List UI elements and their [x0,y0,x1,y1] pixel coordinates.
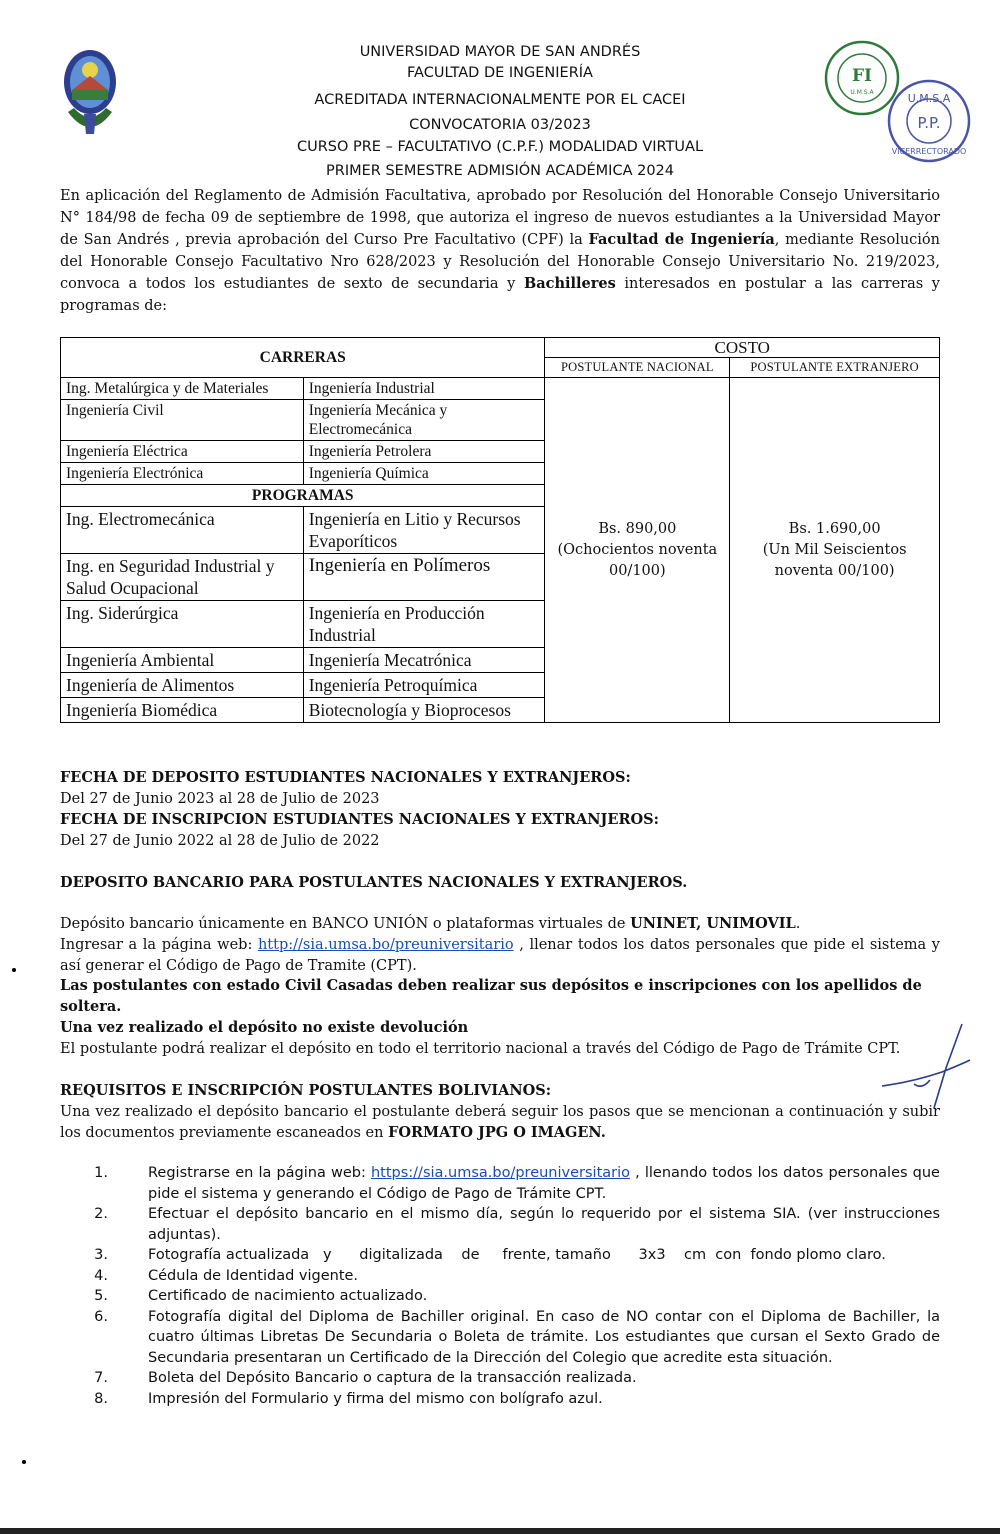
intro-bold-faculty: Facultad de Ingeniería [588,231,775,248]
header-convocatoria: CONVOCATORIA 03/2023 [409,117,591,133]
programa-cell: Ingeniería Mecatrónica [303,648,545,673]
fecha-inscripcion-dates: Del 27 de Junio 2022 al 28 de Julio de 2022 [60,833,380,849]
programa-cell: Biotecnología y Bioprocesos [303,698,545,723]
intro-bold-bachilleres: Bachilleres [523,275,616,292]
sia-register-link[interactable]: https://sia.umsa.bo/preuniversitario [370,1165,631,1181]
requisitos-intro [60,1102,940,1143]
programa-cell: Ingeniería en Litio y Recursos Evaporíticos [303,507,545,554]
col-extranjero-header: POSTULANTE EXTRANJERO [730,358,940,378]
carreras-table [60,337,940,723]
fecha-deposito-dates: Del 27 de Junio 2023 al 28 de Julio de 2023 [60,791,380,807]
carrera-cell: Ingeniería Industrial [303,378,545,400]
list-item [88,1163,940,1204]
list-item [88,1389,940,1410]
programa-cell: Ing. en Seguridad Industrial y Salud Ocupacional [61,554,304,601]
item-text: Fotografía digital del Diploma de Bachiller original. En caso de NO contar con el Diploma de Bachiller, la cuatro últimas Libretas De Secundaria o Boleta de trámite. Los estudiantes que cursan el Sexto Grado de Secundaria presentaran un Certificado de la Dirección del Colegio que acredite esta situación. [148,1308,940,1366]
requisitos-intro-text: Una vez realizado el depósito bancario el postulante deberá seguir los pasos que se mencionan a continuación y subir los documentos previamente escaneados en [60,1104,940,1141]
item-text: Impresión del Formulario y firma del mismo con bolígrafo azul. [148,1390,603,1407]
stamp-fi-text: FI [851,66,873,86]
intro-text-2: , mediante Resolución del Honorable Consejo Facultativo Nro 628/2023 y Resolución del Honorable Consejo Universitario No. 219/2023, convoca a todos los estudiantes de sexto de secundaria y [60,232,940,292]
deposito-web-text-2: , llenar todos los datos personales que pide el sistema y así generar el Código de Pago de Tramite (CPT). [60,937,940,974]
header-university: UNIVERSIDAD MAYOR DE SAN ANDRÉS [359,44,641,60]
stamp-pp-text: P.P. [917,114,941,132]
costo-extranjero-cell [730,378,940,723]
deposito-line-1 [60,914,940,935]
item-text: Efectuar el depósito bancario en el mismo día, según lo requerido por el sistema SIA. (ver instrucciones adjuntas). [148,1206,940,1243]
carrera-cell: Ingeniería Petrolera [303,441,545,463]
carreras-header: CARRERAS [61,338,545,378]
costo-extranjero-amount: Bs. 1.690,00 [788,520,881,537]
list-item [88,1368,940,1389]
costo-header: COSTO [545,338,940,358]
item-text-post: , llenando todos los datos personales que pide el sistema y generando el Código de Pago de Trámite CPT. [148,1165,940,1202]
item-number: 6. [94,1308,108,1325]
list-item [88,1204,940,1245]
scan-bottom-edge [0,1528,1000,1534]
carrera-cell: Ingeniería Mecánica y Electromecánica [303,400,545,441]
item-text: Fotografía actualizada y digitalizada de frente, tamaño 3x3 cm con fondo plomo claro. [148,1247,886,1263]
header-semester: PRIMER SEMESTRE ADMISIÓN ACADÉMICA 2024 [326,163,674,179]
carrera-cell: Ingeniería Electrónica [61,463,304,485]
stamp-vicerrectorado-text: VICERRECTORADO [891,147,967,156]
item-text [148,1163,940,1204]
item-number: 8. [94,1390,108,1407]
stamp-fi-small: U.M.S.A [850,89,874,96]
item-text: Certificado de nacimiento actualizado. [148,1288,428,1304]
deposito-platforms: UNINET, UNIMOVIL [630,915,796,932]
requisitos-format: FORMATO JPG O IMAGEN. [388,1123,606,1141]
item-text-pre: Registrarse en la página web: [148,1165,371,1181]
intro-text-3: interesados en postular a las carreras y programas de: [60,276,940,314]
intro-paragraph [60,186,940,317]
programa-cell: Ing. Electromecánica [61,507,304,554]
deposito-text: Depósito bancario únicamente en BANCO UNIÓN o plataformas virtuales de [60,916,631,932]
costo-nacional-amount: Bs. 890,00 [598,520,677,537]
item-number: 5. [94,1288,108,1304]
programa-cell: Ingeniería Biomédica [61,698,304,723]
programa-cell: Ingeniería de Alimentos [61,673,304,698]
header-faculty: FACULTAD DE INGENIERÍA [407,65,593,81]
col-nacional-header: POSTULANTE NACIONAL [545,358,730,378]
scan-speck [12,968,16,972]
item-text: Boleta del Depósito Bancario o captura de la transacción realizada. [148,1370,637,1386]
stamp-umsa-text: U.M.S.A [907,92,951,105]
item-number: 1. [94,1165,108,1181]
costo-nacional-cell [545,378,730,723]
list-item [88,1266,940,1287]
deposito-line-2 [60,935,940,976]
item-number: 7. [94,1370,108,1386]
item-number: 2. [94,1206,108,1222]
programa-cell: Ingeniería en Polímeros [303,554,545,601]
sia-link[interactable]: http://sia.umsa.bo/preuniversitario [257,937,514,953]
header-accreditation: ACREDITADA INTERNACIONALMENTE POR EL CACEI [314,92,686,108]
carrera-cell: Ingeniería Eléctrica [61,441,304,463]
list-item [88,1245,940,1266]
deposito-period: . [795,916,801,932]
programas-header: PROGRAMAS [61,485,545,507]
deposito-territory: El postulante podrá realizar el depósito en todo el territorio nacional a través del Código de Pago de Trámite CPT. [60,1041,901,1057]
carrera-cell: Ingeniería Química [303,463,545,485]
list-item [88,1307,940,1369]
requisitos-title: REQUISITOS E INSCRIPCIÓN POSTULANTES BOLIVIANOS: [60,1082,552,1099]
carrera-cell: Ing. Metalúrgica y de Materiales [61,378,304,400]
deposito-no-refund: Una vez realizado el depósito no existe devolución [60,1019,469,1036]
fecha-deposito-title: FECHA DE DEPOSITO ESTUDIANTES NACIONALES Y EXTRANJEROS: [60,769,631,786]
deposito-title: DEPOSITO BANCARIO PARA POSTULANTES NACIONALES Y EXTRANJEROS. [60,874,688,891]
item-text: Cédula de Identidad vigente. [148,1267,359,1284]
fecha-inscripcion-title: FECHA DE INSCRIPCION ESTUDIANTES NACIONALES Y EXTRANJEROS: [60,811,659,828]
carrera-cell: Ingeniería Civil [61,400,304,441]
costo-extranjero-words: (Un Mil Seiscientos noventa 00/100) [762,541,907,579]
programa-cell: Ing. Siderúrgica [61,601,304,648]
costo-nacional-words: (Ochocientos noventa 00/100) [557,541,718,579]
deposito-web-text: Ingresar a la página web: [60,937,258,953]
item-number: 3. [94,1247,108,1263]
intro-text-1: En aplicación del Reglamento de Admisión Facultativa, aprobado por Resolución del Honorable Consejo Universitario N° 184/98 de fecha 09 de septiembre de 1998, que autoriza el ingreso de nuevos estudiantes a la Universidad Mayor de San Andrés , previa aprobación del Curso Pre Facultativo (CPF) la [60,188,940,248]
programa-cell: Ingeniería Petroquímica [303,673,545,698]
table-row [61,378,940,400]
programa-cell: Ingeniería en Producción Industrial [303,601,545,648]
programa-cell: Ingeniería Ambiental [61,648,304,673]
item-number: 4. [94,1267,108,1284]
deposito-warning: Las postulantes con estado Civil Casadas deben realizar sus depósitos e inscripciones con los apellidos de soltera. [60,977,922,1015]
requisitos-list [88,1163,940,1409]
list-item [88,1286,940,1307]
scan-speck [22,1460,26,1464]
header-course: CURSO PRE – FACULTATIVO (C.P.F.) MODALIDAD VIRTUAL [296,139,704,155]
